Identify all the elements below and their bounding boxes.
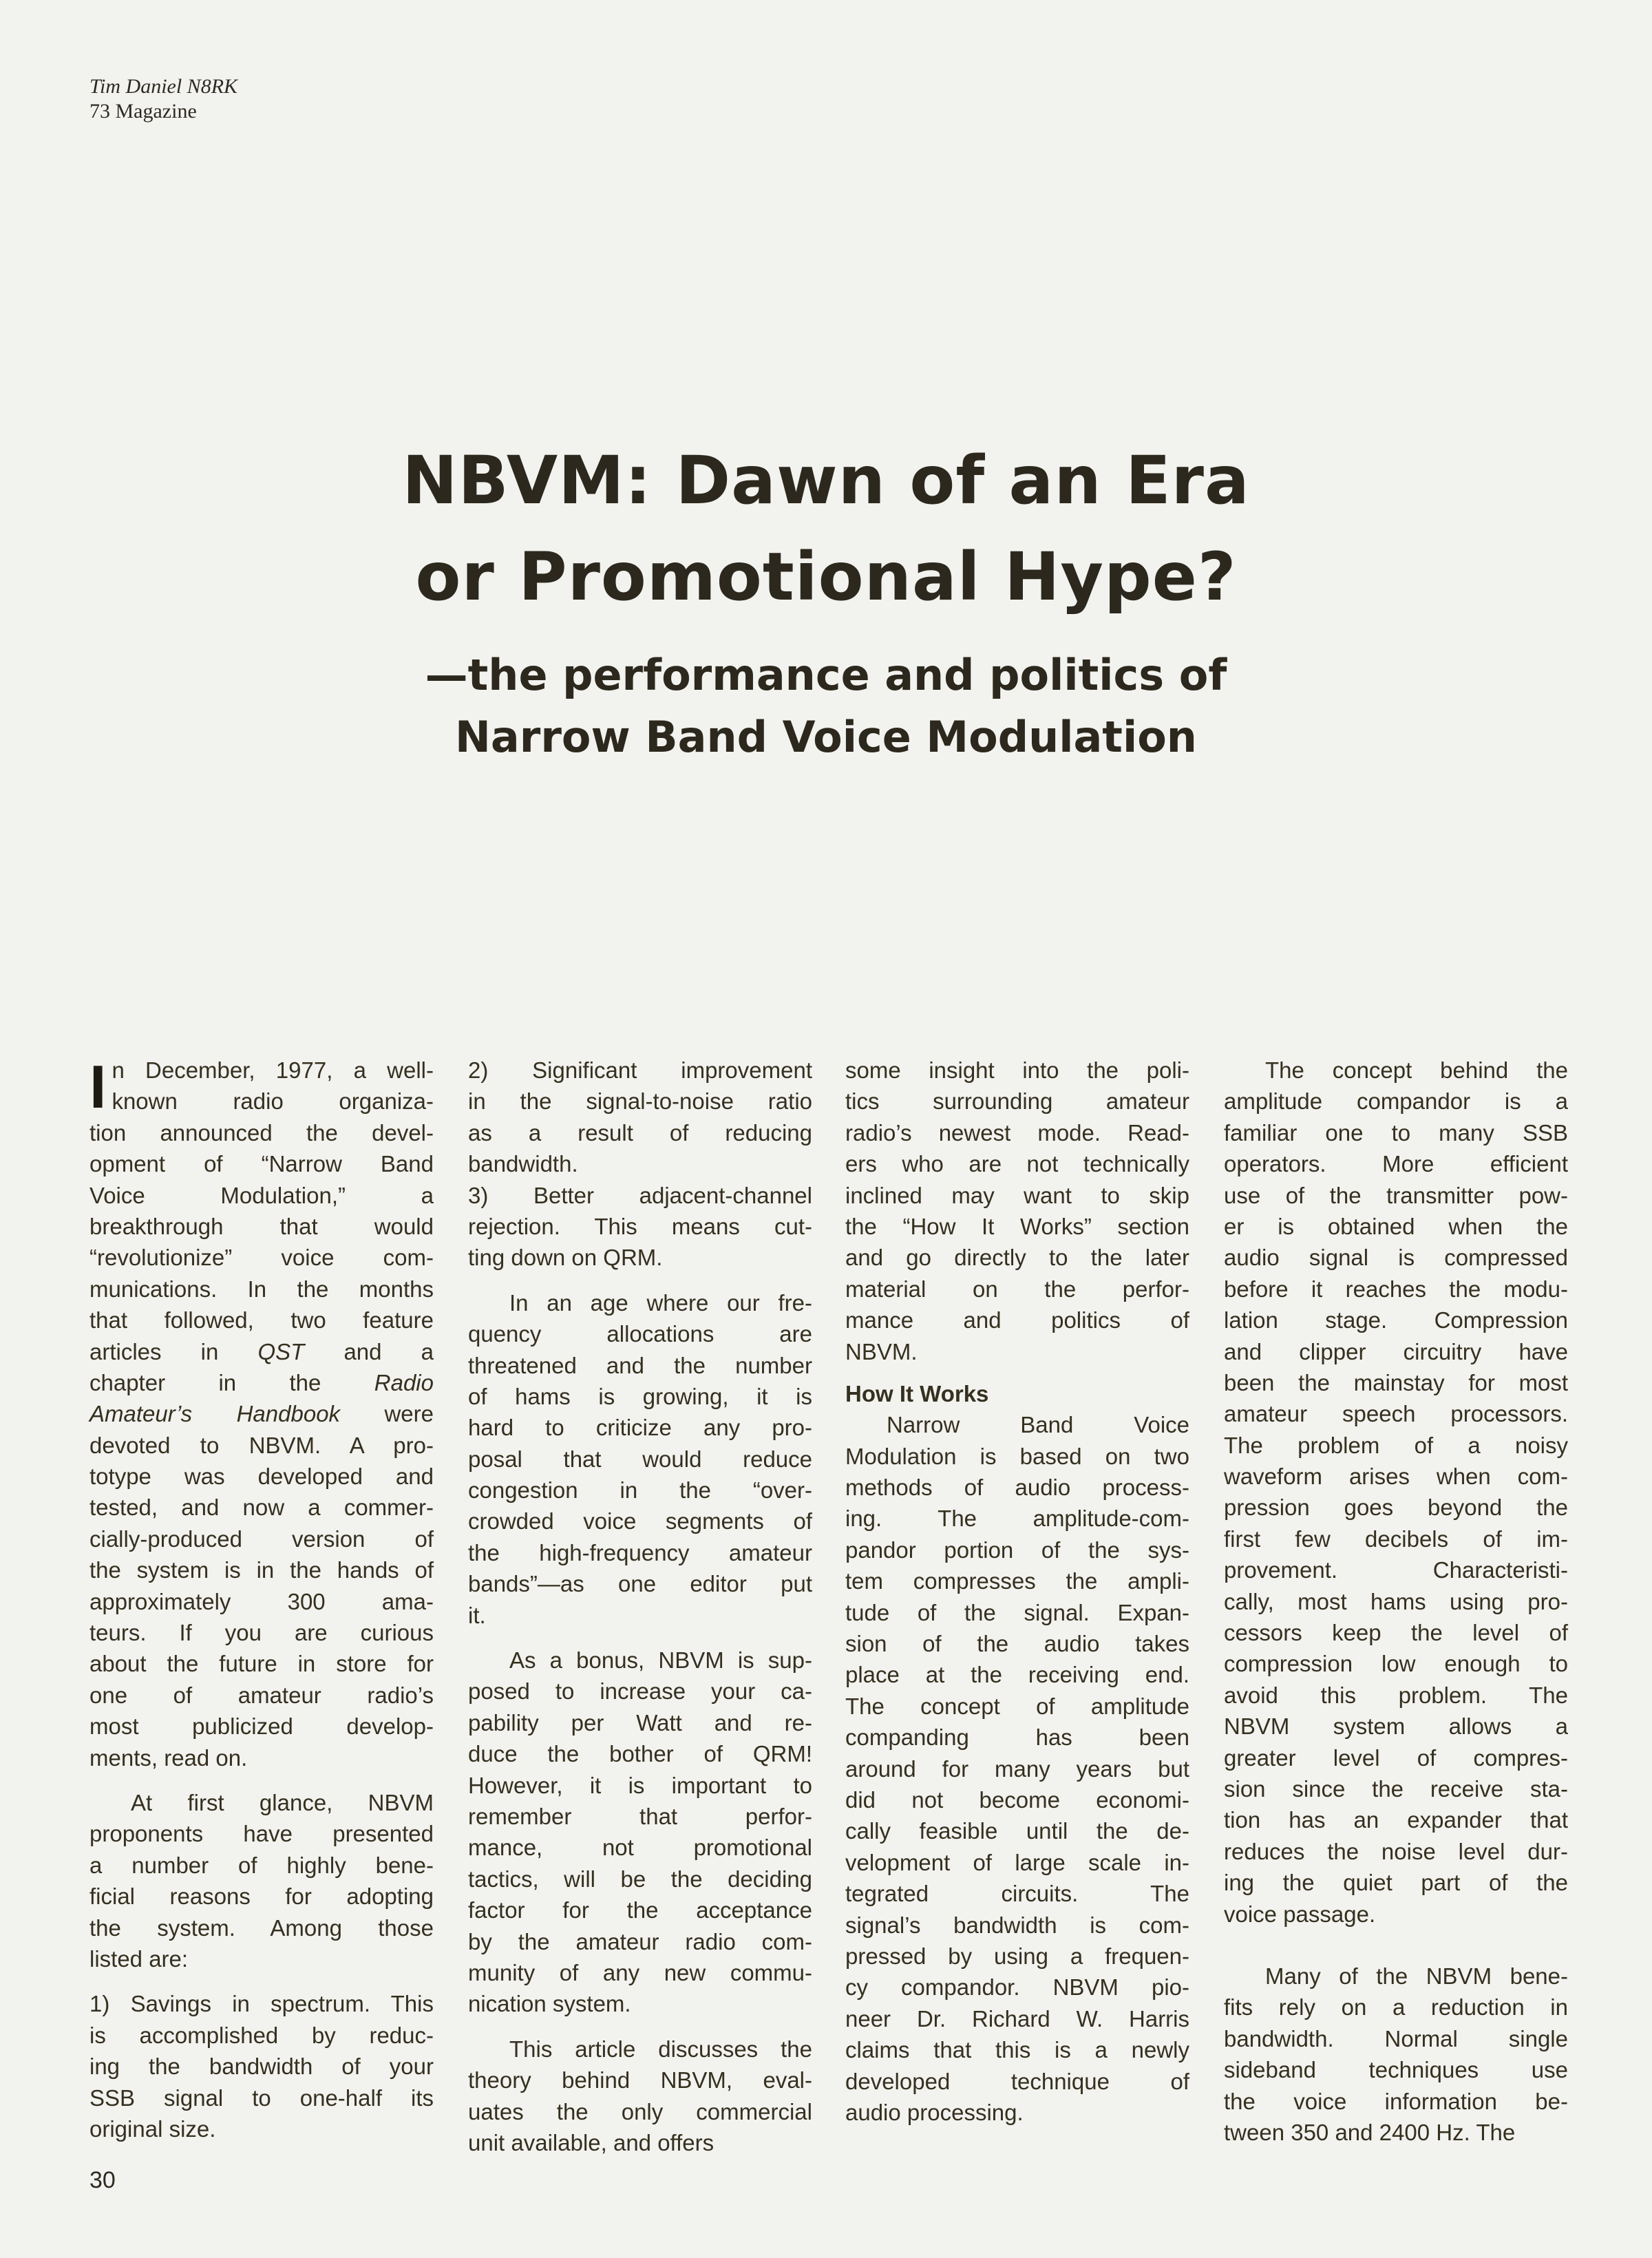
text-line: unit available, and offers bbox=[468, 2129, 714, 2155]
text-line: bandwidth. bbox=[468, 1151, 578, 1177]
italic-title: Amateur’s Handbook bbox=[89, 1401, 341, 1427]
text-line: audio processing. bbox=[845, 2099, 1024, 2125]
text-line: a number of highly bene- bbox=[89, 1852, 434, 1878]
text-line: operators. More efficient bbox=[1224, 1151, 1568, 1177]
text-line: 1) Savings in spectrum. This bbox=[89, 1991, 434, 2017]
text-line: is accomplished by reduc- bbox=[89, 2022, 434, 2048]
text-line: However, it is important to bbox=[468, 1772, 812, 1798]
text-line: did not become economi- bbox=[845, 1787, 1189, 1813]
text-line: mance, not promotional bbox=[468, 1835, 812, 1861]
text-line: claims that this is a newly bbox=[845, 2037, 1189, 2063]
text-line: bandwidth. Normal single bbox=[1224, 2025, 1568, 2051]
text-line: 3) Better adjacent-channel bbox=[468, 1182, 812, 1208]
text-line: NBVM. bbox=[845, 1338, 918, 1364]
text-line: familiar one to many SSB bbox=[1224, 1119, 1568, 1146]
text-line: cally feasible until the de- bbox=[845, 1818, 1189, 1844]
italic-title: Radio bbox=[374, 1369, 434, 1395]
text-line: posed to increase your ca- bbox=[468, 1678, 812, 1705]
text-line: tion has an expander that bbox=[1224, 1807, 1568, 1833]
text-line: ting down on QRM. bbox=[468, 1245, 663, 1271]
text-line: sideband techniques use bbox=[1224, 2057, 1568, 2083]
text-line: cially-produced version of bbox=[89, 1526, 434, 1552]
text-line: some insight into the poli- bbox=[845, 1057, 1189, 1083]
paragraph bbox=[89, 1055, 434, 1773]
text-line: posal that would reduce bbox=[468, 1446, 812, 1472]
text-line: signal’s bandwidth is com- bbox=[845, 1912, 1189, 1938]
text-line: tion announced the devel- bbox=[89, 1119, 434, 1146]
text-line: quency allocations are bbox=[468, 1321, 812, 1347]
text-line: neer Dr. Richard W. Harris bbox=[845, 2005, 1189, 2032]
text-line: 2) Significant improvement bbox=[468, 1057, 812, 1083]
text-line: amateur speech processors. bbox=[1224, 1401, 1568, 1427]
text-line: as a result of reducing bbox=[468, 1119, 812, 1146]
paragraph bbox=[89, 1787, 434, 1974]
text-line: The concept of amplitude bbox=[845, 1693, 1189, 1719]
paragraph bbox=[468, 1645, 812, 2020]
text-line: Amateur’s Handbook were bbox=[89, 1401, 434, 1427]
paragraph bbox=[468, 1180, 812, 1274]
text-line: the “How It Works” section bbox=[845, 1213, 1189, 1239]
text-line: NBVM system allows a bbox=[1224, 1713, 1568, 1740]
text-line: In an age where our fre- bbox=[509, 1289, 812, 1316]
title-line-2: or Promotional Hype? bbox=[415, 538, 1237, 615]
text-line: before it reaches the modu- bbox=[1224, 1276, 1568, 1302]
text-line: uates the only commercial bbox=[468, 2098, 812, 2124]
text-line: avoid this problem. The bbox=[1224, 1682, 1568, 1708]
text-line: it. bbox=[468, 1602, 486, 1628]
text-line: cessors keep the level of bbox=[1224, 1620, 1568, 1646]
text-line: in the signal-to-noise ratio bbox=[468, 1088, 812, 1115]
paragraph bbox=[89, 1988, 434, 2144]
text-line: ers who are not technically bbox=[845, 1151, 1189, 1177]
text-line: ing the quiet part of the bbox=[1224, 1870, 1568, 1896]
byline bbox=[89, 74, 237, 124]
title-line-1: NBVM: Dawn of an Era bbox=[402, 442, 1250, 519]
text-line: tween 350 and 2400 Hz. The bbox=[1224, 2119, 1516, 2145]
text-line: devoted to NBVM. A pro- bbox=[89, 1432, 434, 1458]
text-line: opment of “Narrow Band bbox=[89, 1151, 434, 1177]
text-line: sion of the audio takes bbox=[845, 1631, 1189, 1657]
text-line: the system. Among those bbox=[89, 1914, 434, 1941]
text-line: bands”—as one editor put bbox=[468, 1571, 812, 1597]
paragraph bbox=[845, 1409, 1189, 2128]
text-line: nication system. bbox=[468, 1991, 631, 2017]
text-line: the high-frequency amateur bbox=[468, 1539, 812, 1565]
text-line: Many of the NBVM bene- bbox=[1265, 1963, 1568, 1989]
text-line: The concept behind the bbox=[1265, 1057, 1568, 1083]
text-line: amplitude compandor is a bbox=[1224, 1088, 1568, 1115]
subtitle-line-2: Narrow Band Voice Modulation bbox=[455, 712, 1197, 762]
paragraph bbox=[1224, 1961, 1568, 2148]
page-number: 30 bbox=[89, 2167, 116, 2193]
article-subtitle bbox=[0, 644, 1652, 768]
text-line: listed are: bbox=[89, 1945, 189, 1972]
text-line: compression low enough to bbox=[1224, 1651, 1568, 1677]
text-line: This article discusses the bbox=[509, 2036, 812, 2062]
text-line: one of amateur radio’s bbox=[89, 1682, 434, 1708]
text-line: developed technique of bbox=[845, 2068, 1189, 2094]
text-line: tegrated circuits. The bbox=[845, 1881, 1189, 1907]
text-line: the system is in the hands of bbox=[89, 1557, 434, 1583]
paragraph bbox=[468, 1287, 812, 1631]
text-line: companding has been bbox=[845, 1724, 1189, 1751]
text-line: radio’s newest mode. Read- bbox=[845, 1119, 1189, 1146]
text-line: use of the transmitter pow- bbox=[1224, 1182, 1568, 1208]
text-line: reduces the noise level dur- bbox=[1224, 1838, 1568, 1864]
column-3 bbox=[845, 1055, 1189, 2128]
text-line: munications. In the months bbox=[89, 1276, 434, 1302]
text-line: tude of the signal. Expan- bbox=[845, 1599, 1189, 1625]
text-line: ing the bandwidth of your bbox=[89, 2054, 434, 2080]
paragraph bbox=[468, 2034, 812, 2159]
text-line: about the future in store for bbox=[89, 1651, 434, 1677]
text-line: er is obtained when the bbox=[1224, 1213, 1568, 1239]
text-line: duce the bother of QRM! bbox=[468, 1741, 812, 1767]
text-line: hard to criticize any pro- bbox=[468, 1415, 812, 1441]
text-line: The problem of a noisy bbox=[1224, 1432, 1568, 1458]
text-line: As a bonus, NBVM is sup- bbox=[509, 1647, 812, 1674]
text-line: approximately 300 ama- bbox=[89, 1588, 434, 1614]
paragraph bbox=[845, 1055, 1189, 1367]
text-line: tactics, will be the deciding bbox=[468, 1866, 812, 1892]
text-line: articles in QST and a bbox=[89, 1338, 434, 1364]
italic-title: QST bbox=[257, 1338, 305, 1364]
text-line: that followed, two feature bbox=[89, 1307, 434, 1333]
text-line: fits rely on a reduction in bbox=[1224, 1994, 1568, 2020]
text-line: ing. The amplitude-com- bbox=[845, 1506, 1189, 1532]
text-line: and go directly to the later bbox=[845, 1245, 1189, 1271]
text-line: sion since the receive sta- bbox=[1224, 1775, 1568, 1802]
text-line: tem compresses the ampli- bbox=[845, 1568, 1189, 1594]
paragraph bbox=[1224, 1055, 1568, 1930]
text-line: and clipper circuitry have bbox=[1224, 1338, 1568, 1364]
text-line: audio signal is compressed bbox=[1224, 1245, 1568, 1271]
text-line: munity of any new commu- bbox=[468, 1959, 812, 1985]
text-line: most publicized develop- bbox=[89, 1713, 434, 1740]
text-line: tested, and now a commer- bbox=[89, 1495, 434, 1521]
text-line: provement. Characteristi- bbox=[1224, 1557, 1568, 1583]
text-line: ficial reasons for adopting bbox=[89, 1884, 434, 1910]
text-line: inclined may want to skip bbox=[845, 1182, 1189, 1208]
column-2 bbox=[468, 1055, 812, 2158]
text-line: original size. bbox=[89, 2115, 216, 2142]
text-line: velopment of large scale in- bbox=[845, 1849, 1189, 1875]
text-line: pandor portion of the sys- bbox=[845, 1537, 1189, 1563]
column-4 bbox=[1224, 1055, 1568, 2148]
text-line: place at the receiving end. bbox=[845, 1662, 1189, 1688]
text-line: greater level of compres- bbox=[1224, 1744, 1568, 1771]
text-line: Narrow Band Voice bbox=[887, 1412, 1189, 1438]
text-line: theory behind NBVM, eval- bbox=[468, 2067, 812, 2093]
text-line: lation stage. Compression bbox=[1224, 1307, 1568, 1333]
text-line: mance and politics of bbox=[845, 1307, 1189, 1333]
column-1 bbox=[89, 1055, 434, 2144]
text-line: pability per Watt and re- bbox=[468, 1709, 812, 1735]
article-title bbox=[0, 432, 1652, 625]
text-line: methods of audio process- bbox=[845, 1475, 1189, 1501]
text-line: been the mainstay for most bbox=[1224, 1369, 1568, 1395]
text-line: pression goes beyond the bbox=[1224, 1495, 1568, 1521]
text-line: Modulation is based on two bbox=[845, 1443, 1189, 1469]
text-line: known radio organiza- bbox=[112, 1088, 434, 1115]
text-line: SSB signal to one-half its bbox=[89, 2085, 434, 2111]
text-line: proponents have presented bbox=[89, 1821, 434, 1847]
text-line: first few decibels of im- bbox=[1224, 1526, 1568, 1552]
text-line: totype was developed and bbox=[89, 1464, 434, 1490]
text-line: tics surrounding amateur bbox=[845, 1088, 1189, 1115]
text-line: the voice information be- bbox=[1224, 2088, 1568, 2114]
paragraph bbox=[468, 1055, 812, 1180]
text-line: crowded voice segments of bbox=[468, 1508, 812, 1534]
text-line: ments, read on. bbox=[89, 1744, 248, 1771]
publication-name: 73 Magazine bbox=[89, 100, 197, 123]
subtitle-line-1: —the performance and politics of bbox=[425, 650, 1227, 700]
text-line: teurs. If you are curious bbox=[89, 1620, 434, 1646]
text-line: cally, most hams using pro- bbox=[1224, 1588, 1568, 1614]
text-line: by the amateur radio com- bbox=[468, 1928, 812, 1954]
text-line: congestion in the “over- bbox=[468, 1477, 812, 1503]
text-line: cy compandor. NBVM pio- bbox=[845, 1974, 1189, 2001]
section-heading: How It Works bbox=[845, 1380, 989, 1406]
drop-cap: I bbox=[89, 1053, 107, 1121]
text-line: pressed by using a frequen- bbox=[845, 1943, 1189, 1969]
text-line: waveform arises when com- bbox=[1224, 1464, 1568, 1490]
author-name: Tim Daniel N8RK bbox=[89, 75, 238, 98]
text-line: n December, 1977, a well- bbox=[112, 1057, 434, 1083]
text-line: rejection. This means cut- bbox=[468, 1213, 812, 1239]
text-line: remember that perfor- bbox=[468, 1803, 812, 1829]
text-line: material on the perfor- bbox=[845, 1276, 1189, 1302]
text-line: voice passage. bbox=[1224, 1901, 1376, 1927]
text-line: factor for the acceptance bbox=[468, 1897, 812, 1923]
text-line: chapter in the Radio bbox=[89, 1369, 434, 1395]
text-line: around for many years but bbox=[845, 1755, 1189, 1782]
text-line: threatened and the number bbox=[468, 1352, 812, 1378]
text-line: Voice Modulation,” a bbox=[89, 1182, 434, 1208]
text-line: of hams is growing, it is bbox=[468, 1383, 812, 1409]
text-line: At first glance, NBVM bbox=[131, 1789, 434, 1815]
text-line: “revolutionize” voice com- bbox=[89, 1245, 434, 1271]
text-line: breakthrough that would bbox=[89, 1213, 434, 1239]
